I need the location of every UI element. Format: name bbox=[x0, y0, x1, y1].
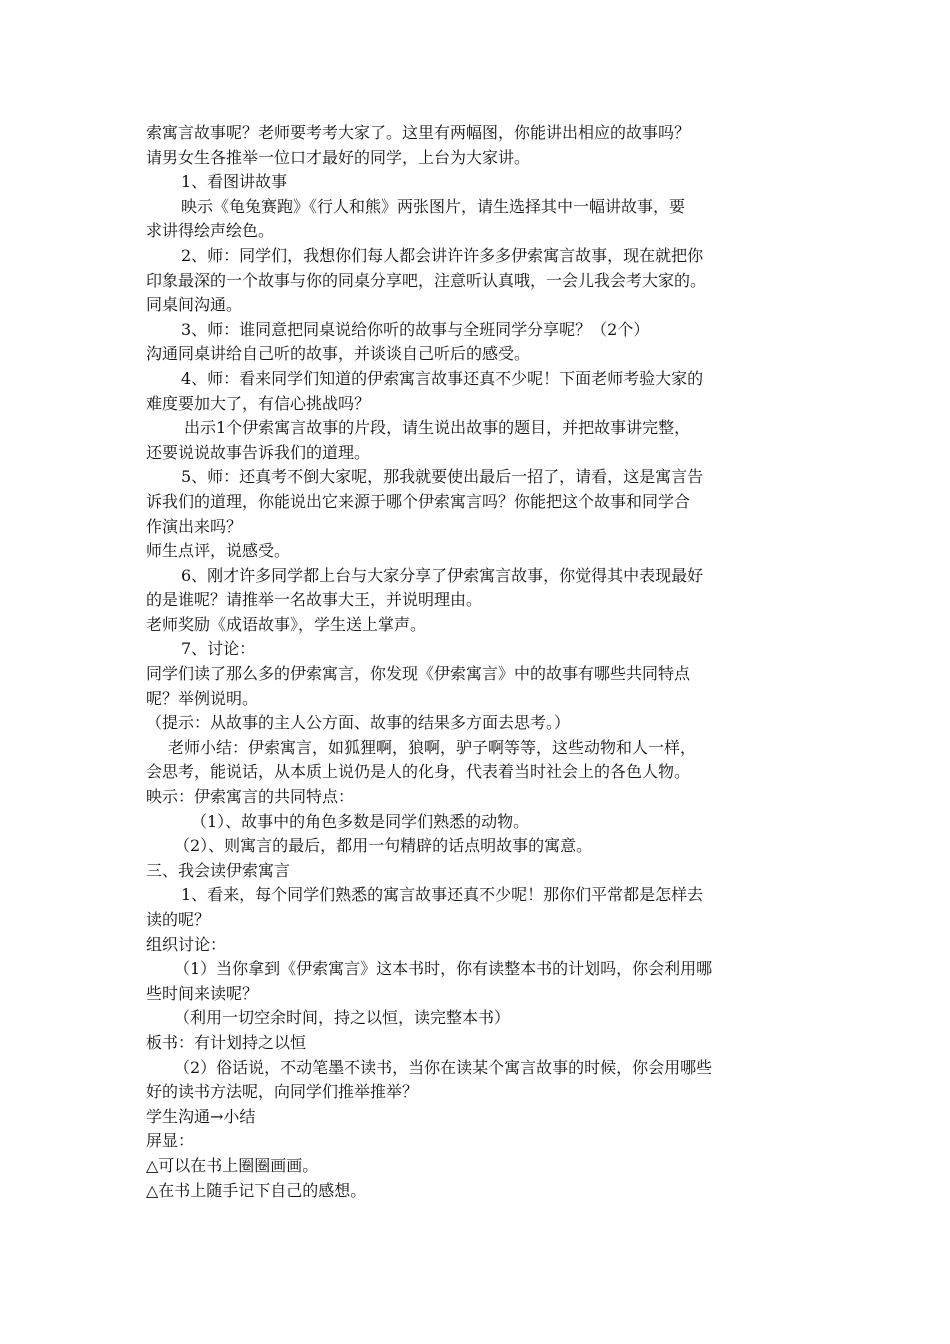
text-line: 师生点评，说感受。 bbox=[146, 541, 291, 561]
text-line: 2、师：同学们，我想你们每人都会讲许许多多伊索寓言故事，现在就把你 bbox=[181, 245, 704, 265]
text-line: 6、刚才许多同学都上台与大家分享了伊索寓言故事，你觉得其中表现最好 bbox=[181, 565, 704, 585]
text-line: △在书上随手记下自己的感想。 bbox=[146, 1180, 367, 1200]
text-line: 老师奖励《成语故事》，学生送上掌声。 bbox=[146, 614, 427, 634]
text-line: 板书：有计划持之以恒 bbox=[146, 1032, 307, 1052]
text-line: （1）当你拿到《伊索寓言》这本书时，你有读整本书的计划吗，你会利用哪 bbox=[174, 959, 713, 979]
text-line: 难度要加大了，有信心挑战吗？ bbox=[146, 393, 371, 413]
text-line: 请男女生各推举一位口才最好的同学，上台为大家讲。 bbox=[146, 147, 531, 167]
text-line: 些时间来读呢？ bbox=[146, 983, 259, 1003]
text-line: △可以在书上圈圈画画。 bbox=[146, 1155, 319, 1175]
text-line: （2）、则寓言的最后，都用一句精辟的话点明故事的寓意。 bbox=[174, 836, 593, 856]
text-line: 同学们读了那么多的伊索寓言，你发现《伊索寓言》中的故事有哪些共同特点 bbox=[146, 664, 691, 684]
text-line: （提示：从故事的主人公方面、故事的结果多方面去思考。） bbox=[146, 713, 571, 733]
text-line: 好的读书方法呢，向同学们推举推举？ bbox=[146, 1082, 419, 1102]
text-line: 老师小结：伊索寓言，如狐狸啊，狼啊，驴子啊等等，这些动物和人一样， bbox=[168, 737, 697, 757]
text-line: 的是谁呢？请推举一名故事大王，并说明理由。 bbox=[146, 590, 483, 610]
text-line: 屏显： bbox=[146, 1131, 195, 1151]
text-line: 会思考，能说话，从本质上说仍是人的化身，代表着当时社会上的各色人物。 bbox=[146, 762, 691, 782]
text-line: （2）俗话说，不动笔墨不读书，当你在读某个寓言故事的时候，你会用哪些 bbox=[174, 1057, 713, 1077]
section-heading: 三、我会读伊索寓言 bbox=[146, 860, 291, 880]
text-line: 还要说说故事告诉我们的道理。 bbox=[146, 442, 371, 462]
text-line: 呢？举例说明。 bbox=[146, 688, 259, 708]
text-line: 4、师：看来同学们知道的伊索寓言故事还真不少呢！下面老师考验大家的 bbox=[181, 368, 704, 388]
text-line: 3、师：谁同意把同桌说给你听的故事与全班同学分享呢？（2个） bbox=[181, 319, 650, 339]
text-line: 1、看图讲故事 bbox=[181, 172, 288, 192]
text-line: 7、讨论： bbox=[181, 639, 256, 659]
text-line: 同桌间沟通。 bbox=[146, 295, 243, 315]
text-line: 沟通同桌讲给自己听的故事，并谈谈自己听后的感受。 bbox=[146, 344, 531, 364]
text-line: 索寓言故事呢？老师要考考大家了。这里有两幅图，你能讲出相应的故事吗？ bbox=[146, 123, 691, 142]
text-line: 学生沟通→小结 bbox=[146, 1106, 256, 1126]
text-line: 出示1个伊索寓言故事的片段，请生说出故事的题目，并把故事讲完整， bbox=[184, 418, 691, 438]
text-line: （1）、故事中的角色多数是同学们熟悉的动物。 bbox=[191, 811, 530, 831]
document-body bbox=[146, 121, 810, 1203]
text-line: 求讲得绘声绘色。 bbox=[146, 221, 275, 241]
text-line: 映示：伊索寓言的共同特点： bbox=[146, 787, 355, 807]
text-line: 5、师：还真考不倒大家呢，那我就要使出最后一招了，请看，这是寓言告 bbox=[181, 467, 704, 487]
text-line: （利用一切空余时间，持之以恒，读完整本书） bbox=[174, 1008, 511, 1028]
text-line: 1、看来，每个同学们熟悉的寓言故事还真不少呢！那你们平常都是怎样去 bbox=[181, 885, 704, 905]
text-line: 诉我们的道理，你能说出它来源于哪个伊索寓言吗？你能把这个故事和同学合 bbox=[146, 491, 691, 511]
text-line: 组织讨论： bbox=[146, 934, 227, 954]
text-line: 读的呢？ bbox=[146, 910, 211, 929]
text-line: 印象最深的一个故事与你的同桌分享吧，注意听认真哦，一会儿我会考大家的。 bbox=[146, 270, 707, 290]
text-line: 映示《龟兔赛跑》《行人和熊》两张图片，请生选择其中一幅讲故事，要 bbox=[181, 196, 686, 216]
text-line: 作演出来吗？ bbox=[146, 516, 243, 536]
